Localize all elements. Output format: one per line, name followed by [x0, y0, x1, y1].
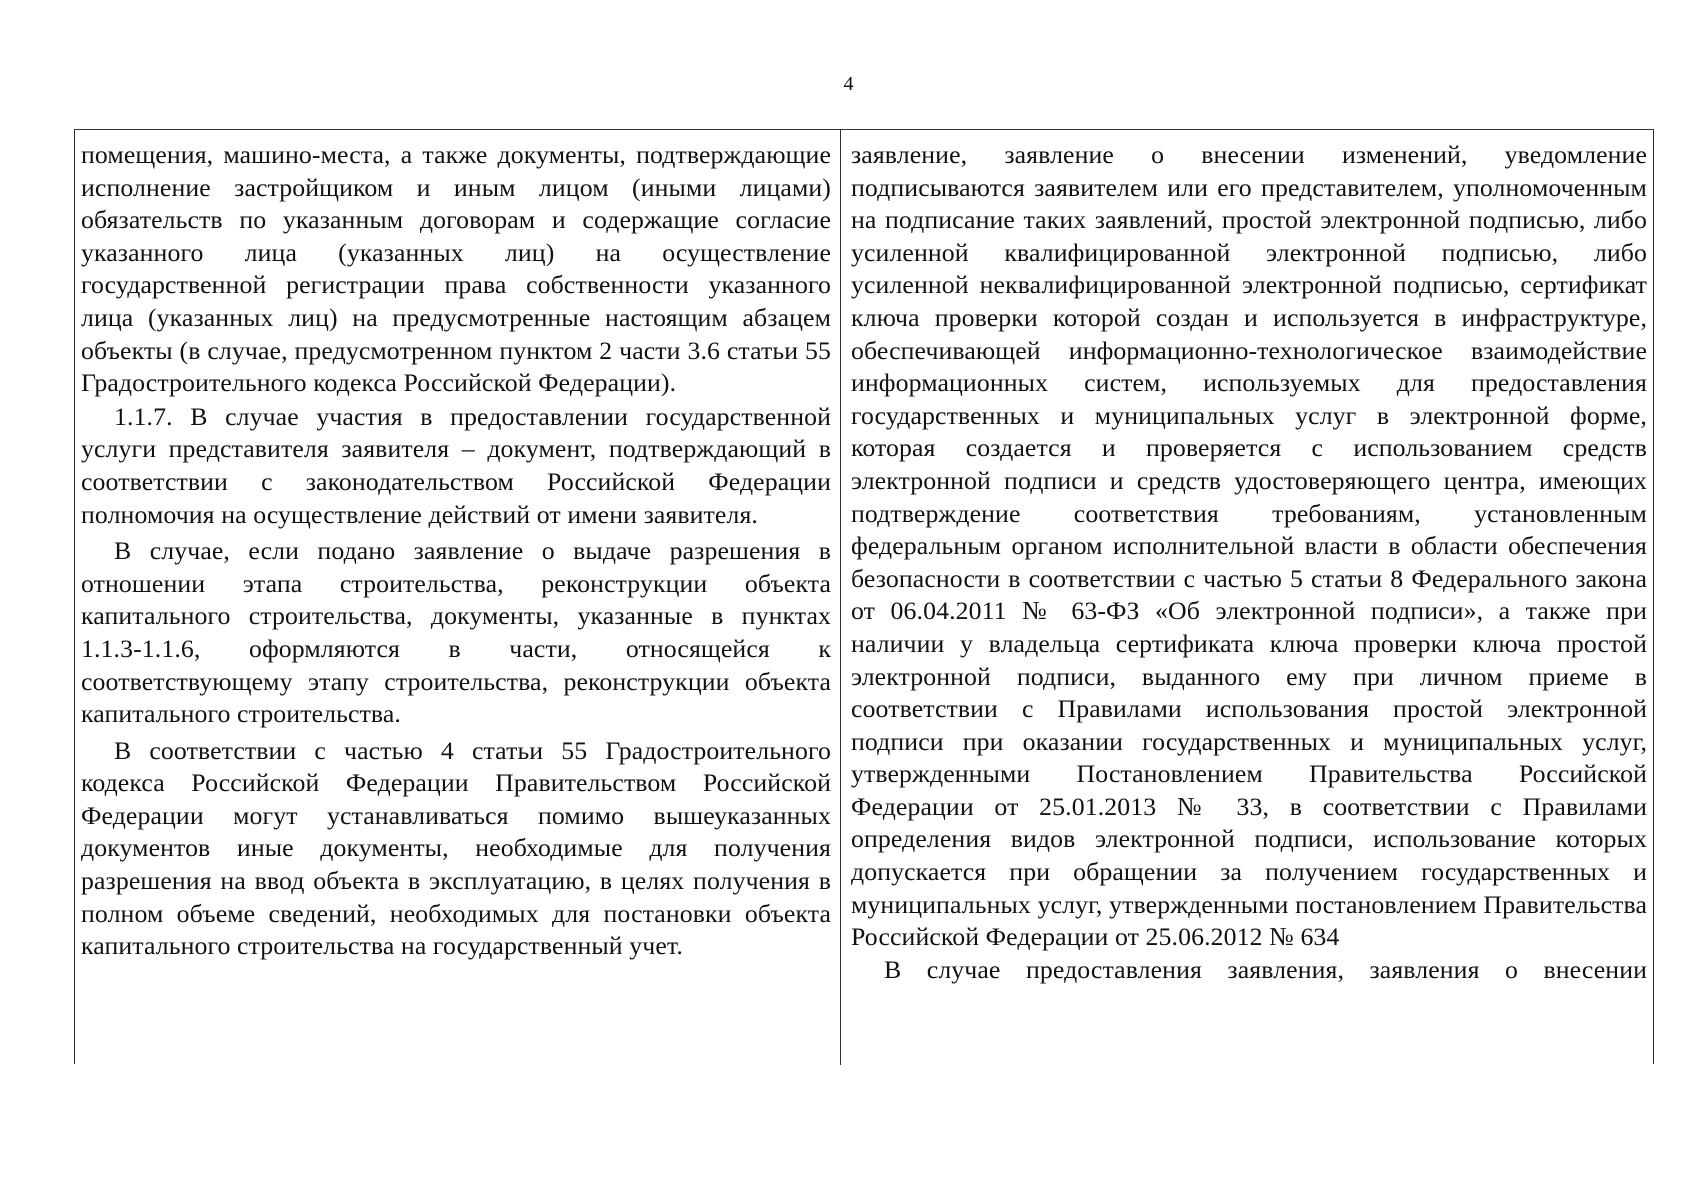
left-paragraph-1: помещения, машино-места, а также документы, подтверждающие исполнение застройщиком и иным лицом (иными лицами) обязательств по указанным договорам и содержащие согласие указанного лица (указанных лиц) на осуществление государственной регистрации права собственности указанного лица (указанных лиц) на предусмотренные настоящим абзацем объекты (в случае, предусмотренном пунктом 2 части 3.6 статьи 55 Градостроительного кодекса Российской Федерации). [81, 140, 831, 398]
page-number: 4 [843, 73, 854, 95]
document-table [74, 129, 1654, 1064]
column-divider [840, 130, 841, 1065]
left-paragraph-4: В соответствии с частью 4 статьи 55 Градостроительного кодекса Российской Федерации Правительством Российской Федерации могут устанавливаться помимо вышеуказанных документов иные документы, необходимые для получения разрешения на ввод объекта в эксплуатацию, в целях получения в полном объеме сведений, необходимых для постановки объекта капитального строительства на государственный учет. [81, 735, 831, 961]
right-column [851, 139, 1647, 986]
right-paragraph-1: заявление, заявление о внесении изменений, уведомление подписываются заявителем или его представителем, уполномоченным на подписание таких заявлений, простой электронной подписью, либо усиленной квалифицированной электронной подписью, либо усиленной неквалифицированной электронной подписью, сертификат ключа проверки которой создан и используется в инфраструктуре, обеспечивающей информационно-технологическое взаимодействие информационных систем, используемых для предоставления государственных и муниципальных услуг в электронной форме, которая создается и проверяется с использованием средств электронной подписи и средств удостоверяющего центра, имеющих подтверждение соответствия требованиям, установленным федеральным органом исполнительной власти в области обеспечения безопасности в соответствии с частью 5 статьи 8 Федерального закона от 06.04.2011 № 63-ФЗ «Об электронной подписи», а также при наличии у владельца сертификата ключа проверки ключа простой электронной подписи, выданного ему при личном приеме в соответствии с Правилами использования простой электронной подписи при оказании государственных и муниципальных услуг, утвержденными Постановлением Правительства Российской Федерации от 25.01.2013 № 33, в соответствии с Правилами определения видов электронной подписи, использование которых допускается при обращении за получением государственных и муниципальных услуг, утвержденными постановлением Правительства Российской Федерации от 25.06.2012 № 634 [851, 140, 1647, 952]
left-column [81, 139, 831, 963]
right-paragraph-2: В случае предоставления заявления, заявления о внесении [884, 954, 1647, 984]
left-paragraph-3: В случае, если подано заявление о выдаче разрешения в отношении этапа строительства, реконструкции объекта капитального строительства, документы, указанные в пунктах 1.1.3-1.1.6, оформляются в части, относящейся к соответствующему этапу строительства, реконструкции объекта капитального строительства. [81, 536, 831, 729]
left-paragraph-2: 1.1.7. В случае участия в предоставлении государственной услуги представителя заявителя – документ, подтверждающий в соответствии с законодательством Российской Федерации полномочия на осуществление действий от имени заявителя. [81, 401, 831, 529]
